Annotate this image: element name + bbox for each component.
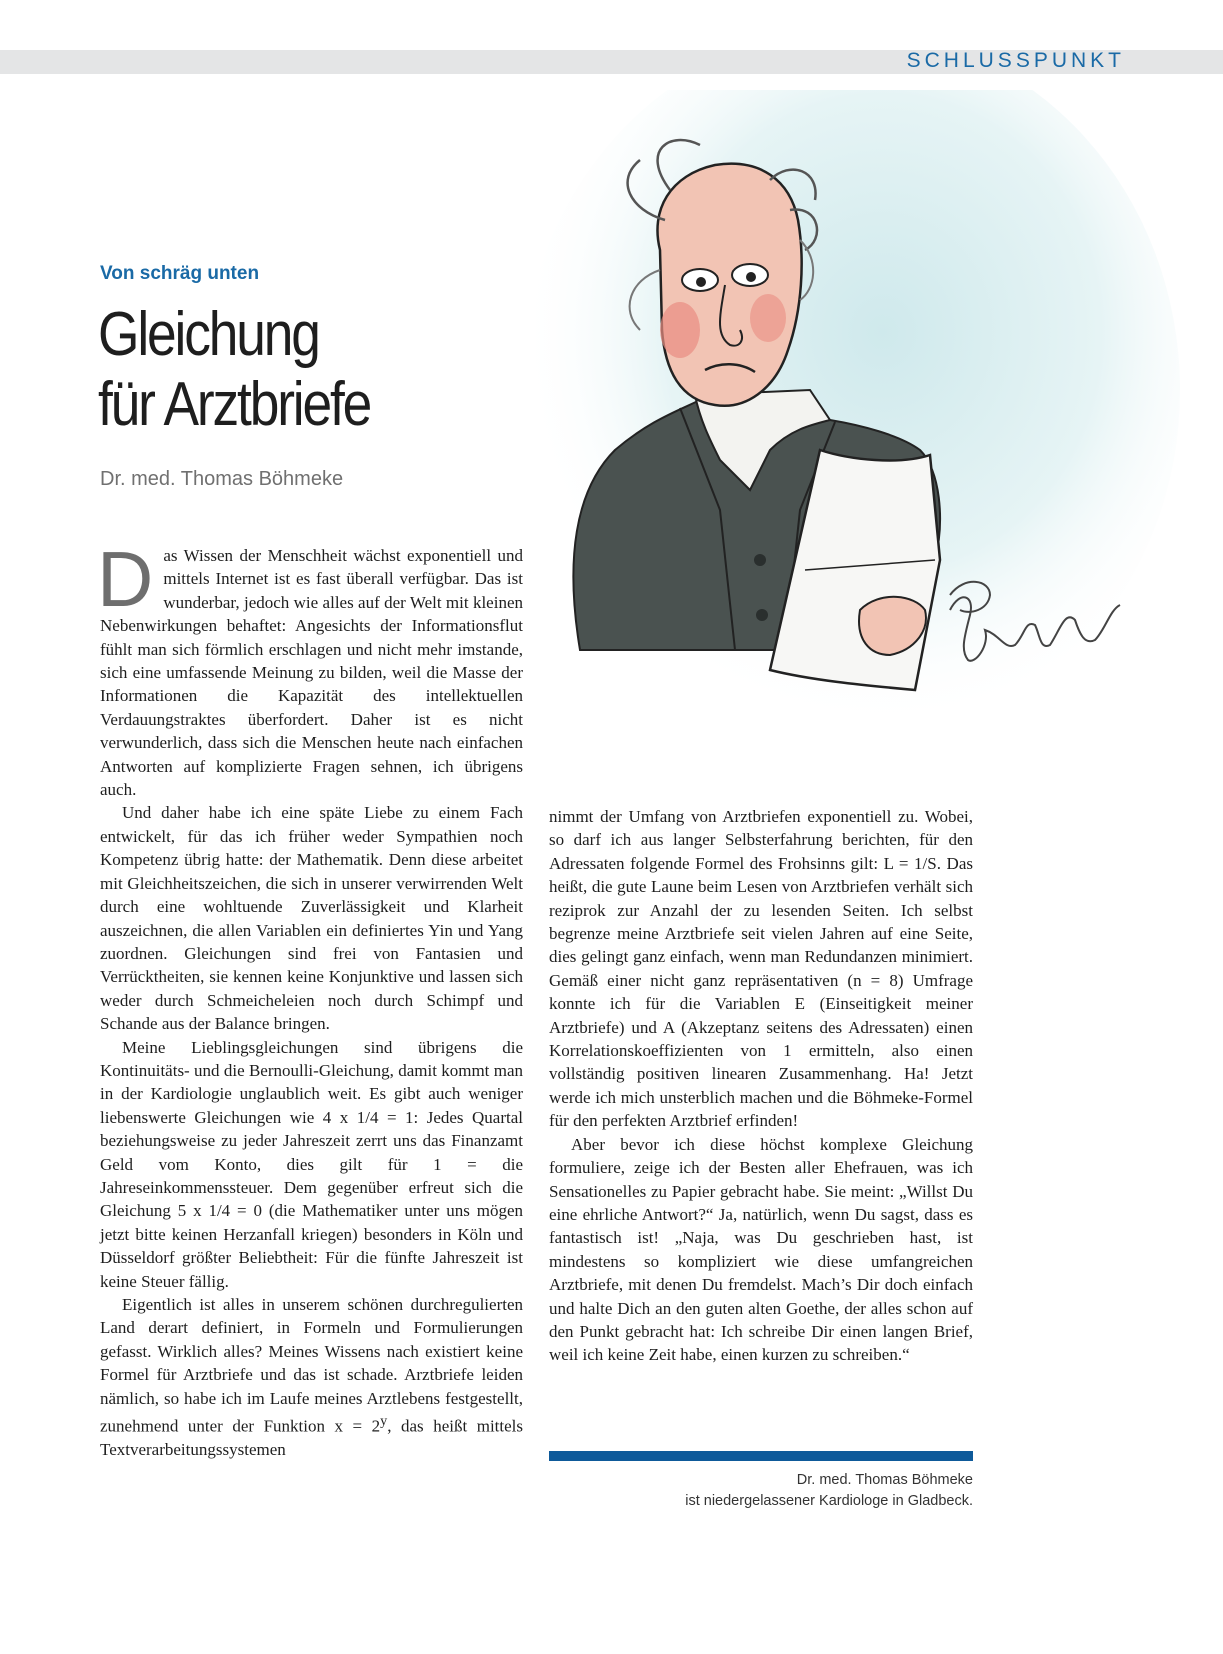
footer-rule [549, 1451, 973, 1461]
paragraph: Meine Lieblingsgleichungen sind übrigens die Kontinuitäts- und die Bernoulli-Gleichung, damit kommt man in der Kardiologie unglaublich weit. Es gibt auch weniger liebenswerte Gleichungen wie 4 x 1/4 = 1: Jedes Quartal beziehungsweise zu jeder Jahreszeit zerrt uns das Finanzamt Geld vom Konto, dies gilt für 1 = die Jahreseinkommenssteuer. Dem gegenüber erfreut sich die Gleichung 5 x 1/4 = 0 (die Mathematiker unter uns mögen jetzt bitte keinen Herzanfall kriegen) besonders in Köln und Düsseldorf größter Beliebtheit: Für die fünfte Jahreszeit ist keine Steuer fällig. [100, 1037, 523, 1291]
paragraph: Aber bevor ich diese höchst komplexe Gleichung formuliere, zeige ich der Besten aller Ehefrauen, was ich Sensationelles zu Papier gebracht habe. Sie meint: „Willst Du eine ehrliche Antwort?“ Ja, natürlich, wenn Du sagst, dass es fantastisch ist! „Naja, was Du geschrieben hast, ist mindestens so kompliziert wie diese umfangreichen Arztbriefe, mit denen Du fremdelst. Mach’s Dir doch einfach und halte Dich an den guten alten Goethe, der alles schon auf den Punkt gebracht hat: Ich schreibe Dir einen langen Brief, weil ich keine Zeit habe, einen kurzen zu schreiben.“ [549, 1134, 973, 1365]
article-column-left [97, 535, 523, 1462]
title-line-2: für Arztbriefe [98, 370, 371, 439]
paragraph: Und daher habe ich eine späte Liebe zu einem Fach entwickelt, für das ich früher weder Sympathien noch Kompetenz übrig hatte: der Mathematik. Denn diese arbeitet mit Gleichheitszeichen, die sich in unserer verwirrenden Welt durch eine wohltuende Zuverlässigkeit und Klarheit auszeichnen, die allen Variablen ein definiertes Yin und Yang zuordnen. Gleichungen sind frei von Fantasien und Verrücktheiten, sie kennen keine Konjunktive und lassen sich weder durch Schmeicheleien noch durch Schimpf und Schande aus der Balance bringen. [100, 803, 523, 1034]
paragraph-text: , das heißt mittels Textverarbeitungssystemen [100, 1416, 523, 1460]
caricature-illustration [520, 90, 1180, 770]
article-title [98, 300, 370, 440]
author-description: ist niedergelassener Kardiologe in Gladbeck. [685, 1493, 973, 1509]
title-line-1: Gleichung [98, 300, 319, 369]
drop-cap: D [97, 535, 154, 623]
author-note [685, 1470, 973, 1512]
author-name: Dr. med. Thomas Böhmeke [796, 1472, 973, 1488]
article-column-right [549, 805, 973, 1367]
superscript: y [380, 1413, 388, 1430]
paragraph-text: Eigentlich ist alles in unserem schönen durchregulierten Land derart definiert, in Formeln und Formulierungen gefasst. Wirklich alles? Meines Wissens nach existiert keine Formel für Arztbriefe und das ist schade. Arztbriefe leiden nämlich, so habe ich im Laufe meines Arztlebens festgestellt, zunehmend unter der Funktion x = 2 [100, 1295, 523, 1436]
paragraph [100, 1293, 523, 1462]
section-label: SCHLUSSPUNKT [906, 49, 1125, 72]
paragraph: nimmt der Umfang von Arztbriefen exponentiell zu. Wobei, so darf ich aus langer Selbsterfahrung berichten, für den Adressaten folgende Formel des Frohsinns gilt: L = 1/S. Das heißt, die gute Laune beim Lesen von Arztbriefen verhält sich reziprok zur Anzahl der zu lesenden Seiten. Ich selbst begrenze meine Arztbriefe seit vielen Jahren auf eine Seite, dies gelingt ganz einfach, wenn man Redundanzen minimiert. Gemäß einer nicht ganz repräsentativen (n = 8) Umfrage konnte ich für die Variablen E (Einseitigkeit meiner Arztbriefe) und A (Akzeptanz seitens des Adressaten) einen Korrelationskoeffizienten von 1 ermitteln, also einen vollständig positiven linearen Zusammenhang. Ha! Jetzt werde ich mich unsterblich machen und die Böhmeke-Formel für den perfekten Arztbrief erfinden! [549, 807, 973, 1131]
paragraph-text: as Wissen der Menschheit wächst exponentiell und mittels Internet ist es fast überall verfügbar. Das ist wunderbar, jedoch wie alles auf der Welt mit kleinen Nebenwirkungen behaftet: Angesichts der Informationsflut fühlt man sich förmlich erschlagen und nicht mehr imstande, sich eine umfassende Meinung zu bilden, weil die Masse der Informationen die Kapazität des intellektuellen Verdauungstraktes überfordert. Daher ist es nicht verwunderlich, dass sich die Menschen heute nach einfachen Antworten auf komplizierte Fragen sehnen, ich übrigens auch. [100, 546, 523, 800]
article-kicker: Von schräg unten [100, 263, 260, 284]
article-byline: Dr. med. Thomas Böhmeke [100, 468, 344, 490]
paragraph [97, 535, 523, 801]
